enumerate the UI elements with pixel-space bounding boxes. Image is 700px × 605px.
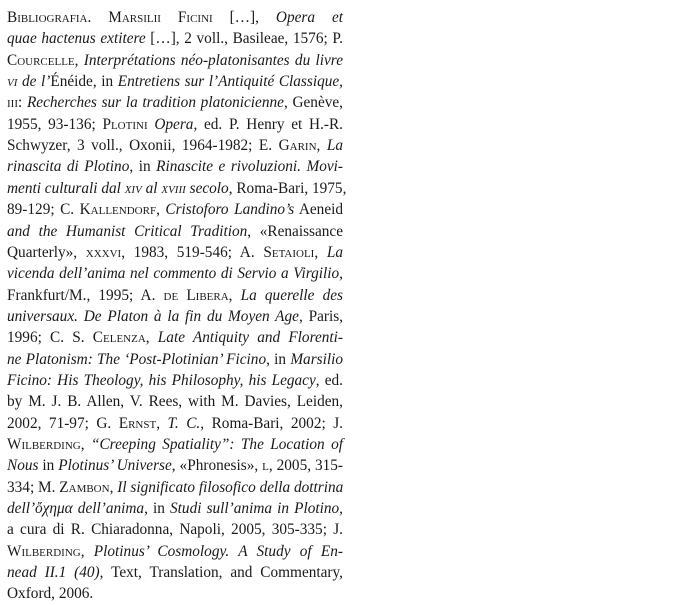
text-run: Interprétations néo-platonisantes du livre bbox=[83, 51, 343, 69]
text-run: , 1983, 519-546; A. bbox=[121, 243, 264, 261]
text-run: by M. J. B. Allen, V. Rees, with M. Davies, Leiden, bbox=[7, 393, 343, 411]
text-run: , «Renaissance bbox=[247, 222, 343, 240]
bibliography-line bbox=[7, 242, 343, 264]
text-run: , Roma-Bari, 2002; J. bbox=[200, 414, 343, 432]
text-run: Garin bbox=[278, 137, 317, 155]
bibliography-line bbox=[7, 413, 343, 435]
text-run: Rinascite e rivoluzioni. Movi- bbox=[156, 158, 343, 176]
bibliography-line bbox=[7, 7, 343, 29]
text-run: and the Humanist Critical Tradition bbox=[7, 222, 248, 240]
text-run: ne Platonism: The ‘Post-Plotinian’ Ficino bbox=[7, 350, 267, 368]
bibliography-line bbox=[7, 391, 343, 413]
text-run: Opera bbox=[154, 115, 194, 133]
bibliography-line bbox=[7, 114, 343, 136]
text-run: Opera et bbox=[275, 9, 343, 26]
text-run: iii bbox=[7, 94, 18, 112]
text-run: Quarterly», bbox=[7, 243, 86, 261]
bibliography-line bbox=[7, 156, 343, 178]
text-run: Late Antiquity and Florenti- bbox=[157, 329, 343, 347]
bibliography-line bbox=[7, 583, 343, 605]
text-run: Plotini bbox=[102, 115, 148, 133]
text-run: al bbox=[141, 179, 162, 197]
text-run: Frankfurt/M., 1995; A. bbox=[7, 286, 164, 304]
bibliography-line bbox=[7, 50, 343, 72]
bibliography-line bbox=[7, 327, 343, 349]
text-run: 1955, 93-136; bbox=[7, 115, 103, 133]
text-run: Zambon bbox=[59, 478, 110, 496]
text-run: , Genève, bbox=[283, 94, 343, 112]
text-run: , in bbox=[266, 350, 291, 368]
text-run: , ed. P. Henry et H.-R. bbox=[193, 115, 344, 133]
text-run: de Libera bbox=[163, 286, 229, 304]
text-run: 334; M. bbox=[7, 478, 60, 496]
bibliography-line bbox=[7, 455, 343, 477]
text-run: Marsilii Ficini bbox=[108, 9, 213, 26]
text-run: Entretiens sur l’Antiquité Classique bbox=[117, 73, 340, 91]
text-run: La querelle des bbox=[240, 286, 343, 304]
text-run: , bbox=[80, 542, 94, 560]
text-run: Énéide bbox=[50, 73, 93, 91]
text-run: , in bbox=[144, 500, 171, 518]
text-run: , bbox=[80, 436, 91, 453]
text-run: […], bbox=[212, 9, 276, 26]
text-run: , Paris, bbox=[298, 307, 343, 325]
bibliography-line bbox=[7, 178, 347, 200]
text-run: , bbox=[156, 414, 168, 432]
text-run: rinascita di Plotino bbox=[7, 158, 130, 176]
text-run: l bbox=[262, 457, 269, 475]
bibliography-line bbox=[7, 349, 343, 371]
text-run: , «Phronesis», bbox=[171, 457, 263, 475]
text-run: Aeneid bbox=[294, 201, 344, 219]
text-run: Celenza bbox=[92, 329, 146, 347]
bibliography-line bbox=[7, 498, 343, 520]
bibliography-line bbox=[7, 541, 343, 563]
text-run: , bbox=[228, 286, 241, 304]
text-run: , in bbox=[129, 158, 157, 176]
text-run: dell’ὄχημα dell’anima bbox=[7, 500, 145, 518]
bibliography-line bbox=[7, 562, 343, 584]
text-run: Ficino: His Theology, his Philosophy, his Legacy bbox=[7, 371, 316, 389]
text-run: Cristoforo Landino’s bbox=[165, 201, 295, 219]
text-run: nead II.1 (40) bbox=[7, 564, 100, 582]
text-run: Plotinus’ Cosmology. A Study of En- bbox=[93, 542, 343, 560]
text-run: Nous bbox=[7, 457, 39, 475]
text-run: , bbox=[109, 478, 118, 496]
bibliography-line bbox=[7, 434, 343, 456]
text-run: , Roma-Bari, 1975, bbox=[228, 179, 347, 197]
text-run: Oxford, 2006. bbox=[7, 585, 94, 603]
bibliography-line bbox=[7, 519, 343, 541]
text-run: , bbox=[316, 137, 327, 155]
text-run: Wilberding bbox=[7, 542, 81, 560]
text-run: Il significato filosofico della dottrina bbox=[117, 478, 344, 496]
bibliography-line bbox=[7, 71, 343, 93]
text-run: Setaioli bbox=[263, 243, 315, 261]
text-run: menti culturali dal bbox=[7, 179, 125, 197]
text-run: , ed. bbox=[315, 371, 343, 389]
text-run: secolo bbox=[185, 179, 229, 197]
text-run: vicenda dell’anima nel commento di Servio a Virgilio bbox=[7, 265, 340, 283]
text-run: , bbox=[339, 265, 343, 283]
bibliography-line bbox=[7, 28, 343, 50]
text-run: xviii bbox=[161, 179, 186, 197]
text-run: in bbox=[38, 457, 59, 475]
text-run: , bbox=[145, 329, 158, 347]
text-run: Kallendorf bbox=[79, 201, 157, 219]
text-run: xxxvi bbox=[85, 243, 122, 261]
text-run: Recherches sur la tradition platonicienne bbox=[26, 94, 284, 112]
text-run: Bibliografia. bbox=[7, 9, 92, 26]
text-run: universaux. De Platon à la fin du Moyen Age bbox=[7, 307, 299, 325]
text-run bbox=[91, 9, 108, 26]
text-run: , bbox=[74, 51, 84, 69]
text-run: , bbox=[339, 500, 343, 518]
bibliography-line bbox=[7, 306, 343, 328]
bibliography-line bbox=[7, 477, 343, 499]
text-run: quae hactenus extitere bbox=[7, 30, 146, 48]
bibliography-line bbox=[7, 221, 343, 243]
text-run: Ernst bbox=[118, 414, 157, 432]
text-run: , bbox=[314, 243, 327, 261]
text-run: , 2005, 315- bbox=[268, 457, 344, 475]
text-run: 1996; C. S. bbox=[7, 329, 93, 347]
text-run: Studi sull’anima in Plotino bbox=[170, 500, 340, 518]
text-run: “Creeping Spatiality”: The Location of bbox=[90, 436, 343, 453]
bibliography-line bbox=[7, 135, 343, 157]
text-run: vi bbox=[7, 73, 18, 91]
text-run: 89-129; C. bbox=[7, 201, 80, 219]
text-run: , bbox=[156, 201, 166, 219]
text-run: La bbox=[326, 243, 343, 261]
bibliography-line bbox=[7, 199, 343, 221]
text-run: […], 2 voll., Basileae, 1576; P. bbox=[145, 30, 343, 48]
text-run: , in bbox=[92, 73, 118, 91]
text-run: Marsilio bbox=[290, 350, 344, 368]
bibliography-line bbox=[7, 285, 343, 307]
bibliography-line bbox=[7, 92, 343, 114]
text-run: Wilberding bbox=[7, 436, 81, 453]
text-run: Plotinus’ Universe bbox=[58, 457, 172, 475]
bibliography-line bbox=[7, 370, 343, 392]
text-run: Courcelle bbox=[7, 51, 75, 69]
text-run: de l’ bbox=[17, 73, 51, 91]
text-run: a cura di R. Chiaradonna, Napoli, 2005, 305-335; J. bbox=[7, 521, 343, 539]
text-run: , Text, Translation, and Commentary, bbox=[99, 564, 343, 582]
text-run: La bbox=[326, 137, 343, 155]
bibliography-line bbox=[7, 263, 343, 285]
text-run: : bbox=[18, 94, 27, 112]
text-run: xiv bbox=[124, 179, 142, 197]
text-run: Schwyzer, 3 voll., Oxonii, 1964-1982; E. bbox=[7, 137, 279, 155]
text-run: , bbox=[339, 73, 343, 91]
text-run: 2002, 71-97; G. bbox=[7, 414, 119, 432]
text-run: T. C. bbox=[167, 414, 201, 432]
